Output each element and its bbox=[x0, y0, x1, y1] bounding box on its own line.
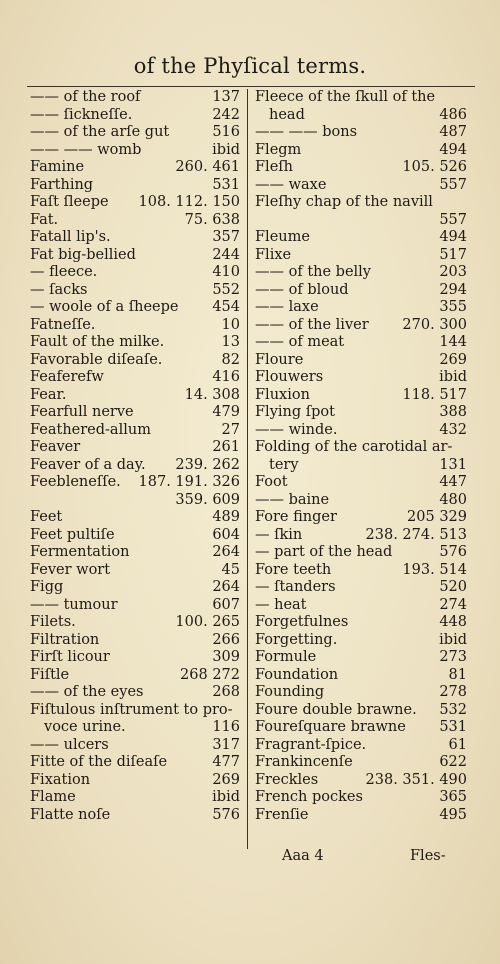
right-column bbox=[255, 89, 467, 824]
entry-pages: 309 bbox=[212, 649, 240, 665]
entry-pages: 81 bbox=[448, 666, 467, 683]
index-entry bbox=[255, 684, 467, 702]
index-entry bbox=[30, 439, 240, 457]
index-entry bbox=[255, 282, 467, 300]
entry-pages: 532 bbox=[439, 701, 467, 718]
entry-term: Foureſquare brawne bbox=[255, 719, 406, 735]
entry-term: Fatall lip's. bbox=[30, 229, 111, 245]
entry-pages: 432 bbox=[439, 421, 467, 438]
entry-pages: 244 bbox=[212, 246, 240, 263]
index-entry bbox=[30, 264, 240, 282]
entry-pages: 137 bbox=[212, 89, 240, 105]
entry-term: Fermentation bbox=[30, 544, 130, 560]
entry-pages: 365 bbox=[439, 789, 467, 805]
index-entry bbox=[255, 317, 467, 335]
index-entry bbox=[255, 649, 467, 667]
entry-pages: 355 bbox=[439, 299, 467, 315]
signature-mark: Aaa 4 bbox=[282, 848, 324, 864]
entry-term: Flame bbox=[30, 789, 76, 805]
header-rule bbox=[27, 86, 475, 87]
index-entry bbox=[255, 159, 467, 177]
entry-pages: 261 bbox=[212, 439, 240, 455]
index-entry bbox=[255, 457, 467, 475]
entry-pages: 266 bbox=[212, 631, 240, 648]
entry-pages: 274 bbox=[439, 596, 467, 613]
index-entry bbox=[30, 124, 240, 142]
index-entry bbox=[255, 527, 467, 545]
entry-term: Feaver of a day. bbox=[30, 456, 146, 473]
entry-term: Fitte of the diſeaſe bbox=[30, 754, 168, 770]
entry-term: Forgetfulnes bbox=[255, 614, 349, 630]
entry-pages: 604 bbox=[212, 526, 240, 543]
entry-pages: 268 272 bbox=[180, 666, 240, 683]
index-entry bbox=[255, 439, 467, 457]
entry-pages: 516 bbox=[212, 124, 240, 140]
entry-term: Foundation bbox=[255, 666, 339, 683]
entry-pages: 131 bbox=[439, 456, 467, 473]
entry-term: Fleece of the ſkull of the bbox=[255, 89, 436, 105]
index-entry bbox=[30, 212, 240, 230]
index-entry bbox=[30, 667, 240, 685]
index-entry bbox=[255, 474, 467, 492]
entry-pages: 105. 526 bbox=[402, 159, 467, 175]
entry-term: Fat big-bellied bbox=[30, 246, 136, 263]
index-entry bbox=[255, 614, 467, 632]
entry-term: Frankincenſe bbox=[255, 754, 353, 770]
entry-term: Floure bbox=[255, 351, 304, 368]
entry-term: Formule bbox=[255, 649, 317, 665]
entry-term: Filets. bbox=[30, 614, 76, 630]
index-entry bbox=[255, 754, 467, 772]
index-entry bbox=[30, 544, 240, 562]
entry-pages: ibid bbox=[439, 631, 467, 648]
entry-term: Foot bbox=[255, 474, 288, 490]
entry-term: —— of the roof bbox=[30, 89, 141, 105]
index-entry bbox=[255, 334, 467, 352]
entry-term: —— of bloud bbox=[255, 281, 349, 298]
index-entry bbox=[30, 754, 240, 772]
entry-pages: 82 bbox=[221, 351, 240, 368]
entry-term: — fleece. bbox=[30, 264, 98, 280]
index-entry bbox=[30, 159, 240, 177]
entry-term: Flouwers bbox=[255, 369, 324, 385]
entry-term: French pockes bbox=[255, 789, 363, 805]
entry-term: Feaver bbox=[30, 439, 81, 455]
entry-pages: 13 bbox=[221, 334, 240, 350]
entry-term: Fleſhy chap of the navill bbox=[255, 194, 433, 210]
index-entry bbox=[255, 579, 467, 597]
index-entry bbox=[255, 177, 467, 195]
entry-term: Freckles bbox=[255, 771, 319, 788]
entry-term: Frenſie bbox=[255, 806, 309, 823]
index-entry bbox=[255, 352, 467, 370]
entry-term: head bbox=[269, 106, 305, 123]
index-entry bbox=[30, 107, 240, 125]
entry-pages: 494 bbox=[439, 141, 467, 158]
entry-pages: 480 bbox=[439, 491, 467, 508]
entry-term: Fleume bbox=[255, 229, 310, 245]
entry-term: Fatneſſe. bbox=[30, 316, 96, 333]
entry-term: —— —— womb bbox=[30, 141, 142, 158]
entry-pages: 100. 265 bbox=[175, 614, 240, 630]
entry-pages: 45 bbox=[221, 561, 240, 578]
index-entry bbox=[255, 544, 467, 562]
entry-term: Firſt licour bbox=[30, 649, 110, 665]
entry-pages: 552 bbox=[212, 281, 240, 298]
entry-term: Feebleneſſe. bbox=[30, 474, 121, 490]
entry-pages: 273 bbox=[439, 649, 467, 665]
index-entry bbox=[30, 299, 240, 317]
entry-term: —— baine bbox=[255, 491, 330, 508]
entry-term: — part of the head bbox=[255, 544, 393, 560]
entry-term: Feet pultiſe bbox=[30, 526, 115, 543]
entry-pages: 531 bbox=[439, 719, 467, 735]
entry-term: —— ulcers bbox=[30, 736, 109, 753]
index-entry bbox=[255, 509, 467, 527]
index-entry bbox=[30, 492, 240, 510]
entry-term: Fever wort bbox=[30, 561, 111, 578]
entry-term: —— winde. bbox=[255, 421, 338, 438]
entry-term: Faſt ſleepe bbox=[30, 194, 109, 210]
index-entry bbox=[255, 194, 467, 212]
index-entry bbox=[255, 107, 467, 125]
entry-term: Flying ſpot bbox=[255, 404, 335, 420]
index-entry bbox=[30, 404, 240, 422]
entry-term: Fault of the milke. bbox=[30, 334, 165, 350]
index-entry bbox=[30, 562, 240, 580]
index-entry bbox=[30, 282, 240, 300]
index-entry bbox=[255, 772, 467, 790]
entry-pages: 269 bbox=[212, 771, 240, 788]
entry-pages: 447 bbox=[439, 474, 467, 490]
entry-pages: 607 bbox=[212, 596, 240, 613]
entry-pages: 294 bbox=[439, 281, 467, 298]
index-entry bbox=[255, 719, 467, 737]
entry-term: Foure double brawne. bbox=[255, 701, 417, 718]
entry-pages: 108. 112. 150 bbox=[138, 194, 240, 210]
entry-term: Feet bbox=[30, 509, 63, 525]
index-entry bbox=[30, 474, 240, 492]
catchword: Fles- bbox=[410, 848, 446, 864]
entry-pages: 448 bbox=[439, 614, 467, 630]
entry-term: Fear. bbox=[30, 386, 67, 403]
entry-pages: 14. 308 bbox=[184, 386, 240, 403]
index-entry bbox=[30, 229, 240, 247]
entry-pages: 486 bbox=[439, 106, 467, 123]
entry-pages: 264 bbox=[212, 544, 240, 560]
entry-pages: 479 bbox=[212, 404, 240, 420]
index-entry bbox=[30, 457, 240, 475]
entry-term: — ſtanders bbox=[255, 579, 336, 595]
entry-pages: 10 bbox=[221, 316, 240, 333]
entry-term: — heat bbox=[255, 596, 307, 613]
entry-pages: 187. 191. 326 bbox=[138, 474, 240, 490]
entry-pages: 193. 514 bbox=[402, 561, 467, 578]
index-entry bbox=[30, 684, 240, 702]
entry-pages: 144 bbox=[439, 334, 467, 350]
entry-pages: 622 bbox=[439, 754, 467, 770]
entry-pages: 118. 517 bbox=[402, 386, 467, 403]
entry-pages: 494 bbox=[439, 229, 467, 245]
entry-term: Fore finger bbox=[255, 509, 337, 525]
entry-term: Fixation bbox=[30, 771, 91, 788]
index-entry bbox=[255, 212, 467, 230]
entry-pages: 27 bbox=[221, 421, 240, 438]
entry-term: tery bbox=[269, 456, 299, 473]
entry-pages: 495 bbox=[439, 806, 467, 823]
index-entry bbox=[255, 667, 467, 685]
entry-pages: 576 bbox=[439, 544, 467, 560]
entry-term: —— of meat bbox=[255, 334, 345, 350]
entry-term: Famine bbox=[30, 159, 85, 175]
entry-term: —— ſickneſſe. bbox=[30, 106, 133, 123]
entry-term: Figg bbox=[30, 579, 64, 595]
entry-term: —— —— bons bbox=[255, 124, 358, 140]
entry-pages: 203 bbox=[439, 264, 467, 280]
index-entry bbox=[30, 509, 240, 527]
index-entry bbox=[255, 229, 467, 247]
index-entry bbox=[30, 807, 240, 825]
index-entry bbox=[30, 317, 240, 335]
entry-term: Forgetting. bbox=[255, 631, 338, 648]
entry-pages: 557 bbox=[439, 176, 467, 193]
entry-pages: ibid bbox=[212, 789, 240, 805]
index-entry bbox=[255, 89, 467, 107]
entry-term: voce urine. bbox=[44, 719, 126, 735]
index-entry bbox=[255, 737, 467, 755]
entry-term: —— laxe bbox=[255, 299, 319, 315]
entry-pages: 416 bbox=[212, 369, 240, 385]
entry-term: Flatte noſe bbox=[30, 806, 111, 823]
entry-pages: ibid bbox=[439, 369, 467, 385]
entry-term: Fiſtle bbox=[30, 666, 70, 683]
index-entry bbox=[255, 387, 467, 405]
left-column bbox=[30, 89, 240, 824]
entry-term: Feaferefw bbox=[30, 369, 104, 385]
index-entry bbox=[30, 772, 240, 790]
entry-pages: 410 bbox=[212, 264, 240, 280]
entry-pages: 487 bbox=[439, 124, 467, 140]
entry-term: Fleſh bbox=[255, 159, 293, 175]
index-entry bbox=[255, 142, 467, 160]
entry-pages: 454 bbox=[212, 299, 240, 315]
index-entry bbox=[255, 247, 467, 265]
entry-pages: 359. 609 bbox=[175, 491, 240, 508]
entry-pages: 268 bbox=[212, 684, 240, 700]
entry-pages: 239. 262 bbox=[175, 456, 240, 473]
index-entry bbox=[255, 562, 467, 580]
entry-term: Fat. bbox=[30, 211, 59, 228]
entry-pages: 116 bbox=[212, 719, 240, 735]
index-entry bbox=[30, 579, 240, 597]
entry-pages: 260. 461 bbox=[175, 159, 240, 175]
entry-pages: 357 bbox=[212, 229, 240, 245]
index-entry bbox=[255, 124, 467, 142]
index-entry bbox=[255, 422, 467, 440]
index-entry bbox=[30, 614, 240, 632]
entry-term: Fore teeth bbox=[255, 561, 332, 578]
index-entry bbox=[30, 527, 240, 545]
entry-term: Feathered-allum bbox=[30, 421, 151, 438]
entry-term: Fluxion bbox=[255, 386, 310, 403]
index-entry bbox=[255, 264, 467, 282]
entry-term: Fiſtulous inſtrument to pro- bbox=[30, 701, 233, 718]
index-entry bbox=[30, 597, 240, 615]
entry-pages: 269 bbox=[439, 351, 467, 368]
entry-term: — woole of a ſheepe bbox=[30, 299, 179, 315]
entry-term: Filtration bbox=[30, 631, 100, 648]
entry-term: —— of the liver bbox=[255, 316, 369, 333]
index-entry bbox=[255, 597, 467, 615]
entry-term: —— of the belly bbox=[255, 264, 371, 280]
entry-pages: 477 bbox=[212, 754, 240, 770]
column-divider bbox=[247, 89, 248, 849]
entry-term: Fragrant-ſpice. bbox=[255, 736, 367, 753]
entry-pages: 61 bbox=[448, 736, 467, 753]
index-entry bbox=[30, 719, 240, 737]
page-title: of the Phyſical terms. bbox=[133, 54, 367, 78]
index-entry bbox=[255, 369, 467, 387]
index-entry bbox=[30, 352, 240, 370]
index-entry bbox=[30, 369, 240, 387]
entry-pages: 205 329 bbox=[407, 509, 467, 525]
entry-pages: 531 bbox=[212, 176, 240, 193]
index-entry bbox=[255, 807, 467, 825]
entry-term: Farthing bbox=[30, 176, 94, 193]
entry-pages: 317 bbox=[212, 736, 240, 753]
entry-term: Favorable diſeaſe. bbox=[30, 351, 163, 368]
index-entry bbox=[255, 492, 467, 510]
entry-term: — ſkin bbox=[255, 526, 303, 543]
entry-pages: 264 bbox=[212, 579, 240, 595]
entry-pages: 75. 638 bbox=[184, 211, 240, 228]
entry-term: Founding bbox=[255, 684, 325, 700]
index-entry bbox=[30, 177, 240, 195]
index-entry bbox=[30, 737, 240, 755]
index-entry bbox=[255, 702, 467, 720]
index-entry bbox=[30, 142, 240, 160]
index-entry bbox=[255, 299, 467, 317]
entry-term: Flixe bbox=[255, 246, 292, 263]
entry-pages: 242 bbox=[212, 106, 240, 123]
entry-term: —— waxe bbox=[255, 176, 327, 193]
entry-pages: 270. 300 bbox=[402, 316, 467, 333]
index-entry bbox=[30, 387, 240, 405]
entry-pages: 557 bbox=[439, 211, 467, 228]
index-entry bbox=[30, 247, 240, 265]
index-entry bbox=[30, 334, 240, 352]
index-entry bbox=[255, 632, 467, 650]
entry-pages: 238. 351. 490 bbox=[365, 771, 467, 788]
entry-pages: 388 bbox=[439, 404, 467, 420]
index-entry bbox=[30, 649, 240, 667]
entry-term: —— of the arſe gut bbox=[30, 124, 170, 140]
entry-pages: 278 bbox=[439, 684, 467, 700]
index-entry bbox=[30, 789, 240, 807]
index-entry bbox=[30, 632, 240, 650]
index-entry bbox=[255, 404, 467, 422]
index-entry bbox=[30, 89, 240, 107]
entry-term: Fearfull nerve bbox=[30, 404, 134, 420]
entry-term: — ſacks bbox=[30, 281, 88, 298]
entry-term: Folding of the carotidal ar- bbox=[255, 439, 453, 455]
index-entry bbox=[30, 422, 240, 440]
index-entry bbox=[30, 702, 240, 720]
entry-term: —— tumour bbox=[30, 596, 118, 613]
entry-term: Flegm bbox=[255, 141, 302, 158]
entry-pages: 576 bbox=[212, 806, 240, 823]
entry-pages: ibid bbox=[212, 141, 240, 158]
entry-pages: 238. 274. 513 bbox=[365, 526, 467, 543]
entry-pages: 489 bbox=[212, 509, 240, 525]
entry-pages: 520 bbox=[439, 579, 467, 595]
index-entry bbox=[30, 194, 240, 212]
entry-term: —— of the eyes bbox=[30, 684, 144, 700]
index-entry bbox=[255, 789, 467, 807]
entry-pages: 517 bbox=[439, 246, 467, 263]
